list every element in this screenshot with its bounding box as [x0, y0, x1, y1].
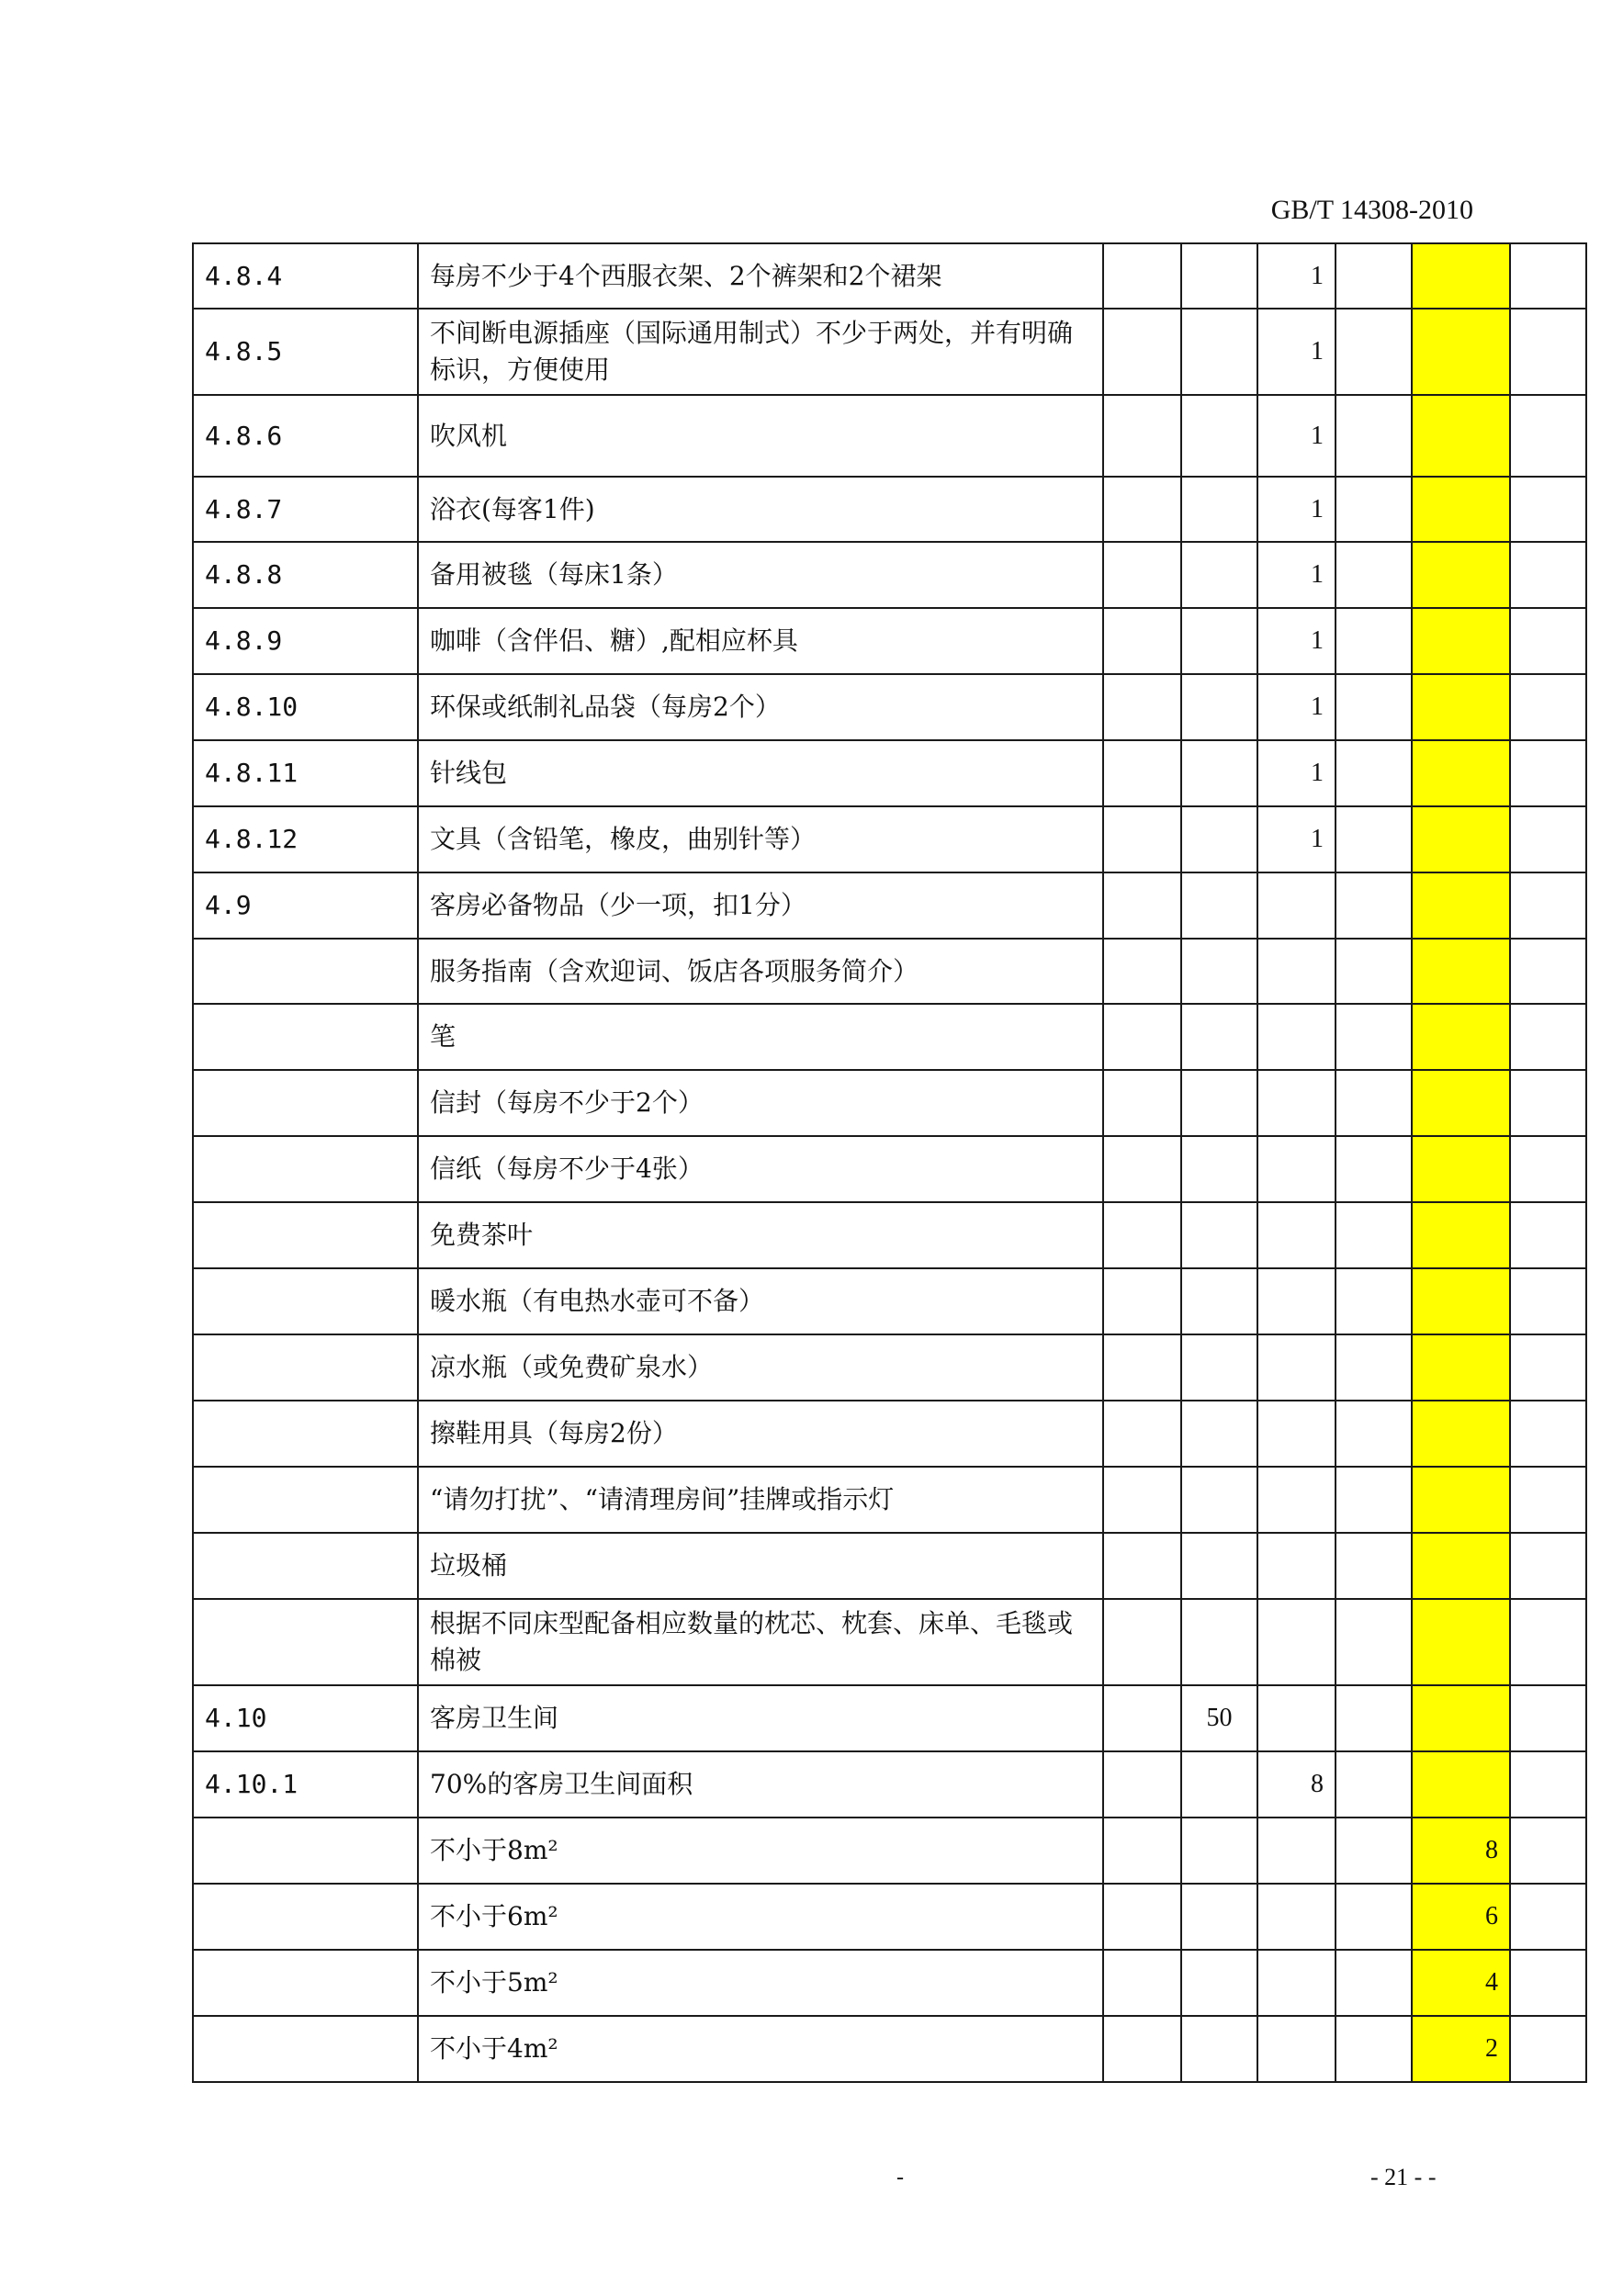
table-row — [193, 395, 1586, 477]
score-cell — [1510, 1599, 1586, 1685]
table-row — [193, 872, 1586, 939]
section-score-cell — [1181, 1599, 1257, 1685]
item-description-cell: 不小于8m² — [418, 1818, 1103, 1884]
clause-number-cell — [193, 1950, 418, 2016]
table-row — [193, 1818, 1586, 1884]
score-cell — [1336, 1685, 1412, 1751]
item-description-cell: 咖啡（含伴侣、糖）,配相应杯具 — [418, 608, 1103, 674]
highlighted-score-cell — [1412, 1599, 1510, 1685]
table-row — [193, 2016, 1586, 2082]
item-score-cell — [1257, 1004, 1336, 1070]
score-cell — [1510, 674, 1586, 740]
highlighted-score-cell — [1412, 674, 1510, 740]
score-cell — [1336, 542, 1412, 608]
item-score-cell — [1257, 1334, 1336, 1401]
item-score-cell — [1257, 872, 1336, 939]
section-score-cell — [1181, 243, 1257, 309]
clause-number-cell — [193, 1467, 418, 1533]
table-row — [193, 1070, 1586, 1136]
highlighted-score-cell — [1412, 740, 1510, 806]
score-cell — [1510, 395, 1586, 477]
item-score-cell — [1257, 1136, 1336, 1202]
highlighted-score-cell — [1412, 1004, 1510, 1070]
highlighted-score-cell: 2 — [1412, 2016, 1510, 2082]
table-row — [193, 1334, 1586, 1401]
score-cell — [1510, 1685, 1586, 1751]
highlighted-score-cell — [1412, 608, 1510, 674]
table-row — [193, 1884, 1586, 1950]
table-row — [193, 608, 1586, 674]
item-description-cell: 不小于5m² — [418, 1950, 1103, 2016]
score-cell — [1510, 2016, 1586, 2082]
clause-number-cell — [193, 1599, 418, 1685]
item-score-cell — [1257, 1599, 1336, 1685]
score-cell — [1103, 1467, 1181, 1533]
score-cell — [1103, 1533, 1181, 1599]
score-cell — [1510, 309, 1586, 395]
table-row — [193, 674, 1586, 740]
clause-number-cell: 4.8.7 — [193, 477, 418, 542]
section-score-cell — [1181, 939, 1257, 1004]
score-cell — [1103, 1136, 1181, 1202]
clause-number-cell: 4.8.9 — [193, 608, 418, 674]
score-cell — [1510, 740, 1586, 806]
item-score-cell — [1257, 1202, 1336, 1268]
item-score-cell: 1 — [1257, 309, 1336, 395]
item-score-cell: 1 — [1257, 395, 1336, 477]
score-cell — [1510, 1818, 1586, 1884]
table-row — [193, 1533, 1586, 1599]
highlighted-score-cell — [1412, 1685, 1510, 1751]
section-score-cell — [1181, 608, 1257, 674]
item-score-cell: 1 — [1257, 674, 1336, 740]
table-row — [193, 243, 1586, 309]
table-row — [193, 1751, 1586, 1818]
section-score-cell: 50 — [1181, 1685, 1257, 1751]
item-description-cell: 垃圾桶 — [418, 1533, 1103, 1599]
score-cell — [1103, 872, 1181, 939]
section-score-cell — [1181, 1950, 1257, 2016]
score-cell — [1103, 740, 1181, 806]
item-description-cell: 不小于6m² — [418, 1884, 1103, 1950]
item-score-cell: 1 — [1257, 806, 1336, 872]
table-row — [193, 477, 1586, 542]
table-row — [193, 1950, 1586, 2016]
item-score-cell — [1257, 1884, 1336, 1950]
highlighted-score-cell — [1412, 806, 1510, 872]
section-score-cell — [1181, 1533, 1257, 1599]
score-cell — [1103, 1202, 1181, 1268]
section-score-cell — [1181, 1070, 1257, 1136]
score-cell — [1510, 1884, 1586, 1950]
item-description-cell: “请勿打扰”、“请清理房间”挂牌或指示灯 — [418, 1467, 1103, 1533]
item-description-cell: 信纸（每房不少于4张） — [418, 1136, 1103, 1202]
score-cell — [1336, 872, 1412, 939]
clause-number-cell: 4.8.10 — [193, 674, 418, 740]
item-score-cell: 1 — [1257, 740, 1336, 806]
clause-number-cell: 4.10 — [193, 1685, 418, 1751]
standard-code: GB/T 14308-2010 — [1270, 195, 1473, 225]
score-cell — [1336, 674, 1412, 740]
item-score-cell: 1 — [1257, 477, 1336, 542]
section-score-cell — [1181, 395, 1257, 477]
highlighted-score-cell — [1412, 1751, 1510, 1818]
score-cell — [1103, 243, 1181, 309]
section-score-cell — [1181, 1268, 1257, 1334]
section-score-cell — [1181, 740, 1257, 806]
section-score-cell — [1181, 1202, 1257, 1268]
section-score-cell — [1181, 1884, 1257, 1950]
item-description-cell: 客房卫生间 — [418, 1685, 1103, 1751]
section-score-cell — [1181, 1818, 1257, 1884]
highlighted-score-cell — [1412, 872, 1510, 939]
score-cell — [1336, 806, 1412, 872]
clause-number-cell — [193, 1268, 418, 1334]
score-cell — [1336, 1884, 1412, 1950]
score-cell — [1103, 674, 1181, 740]
clause-number-cell — [193, 1202, 418, 1268]
clause-number-cell — [193, 1136, 418, 1202]
score-cell — [1103, 1884, 1181, 1950]
score-cell — [1510, 806, 1586, 872]
section-score-cell — [1181, 2016, 1257, 2082]
score-cell — [1103, 1950, 1181, 2016]
table-row — [193, 1685, 1586, 1751]
clause-number-cell — [193, 1533, 418, 1599]
score-cell — [1510, 477, 1586, 542]
item-description-cell: 每房不少于4个西服衣架、2个裤架和2个裙架 — [418, 243, 1103, 309]
table-row — [193, 1401, 1586, 1467]
score-cell — [1510, 1268, 1586, 1334]
score-cell — [1336, 1467, 1412, 1533]
item-description-cell: 服务指南（含欢迎词、饭店各项服务简介） — [418, 939, 1103, 1004]
clause-number-cell: 4.8.8 — [193, 542, 418, 608]
item-description-cell: 不间断电源插座（国际通用制式）不少于两处，并有明确标识，方便使用 — [418, 309, 1103, 395]
table-row — [193, 1467, 1586, 1533]
section-score-cell — [1181, 872, 1257, 939]
score-cell — [1336, 309, 1412, 395]
score-cell — [1103, 939, 1181, 1004]
score-cell — [1336, 1202, 1412, 1268]
clause-number-cell: 4.8.6 — [193, 395, 418, 477]
score-cell — [1336, 395, 1412, 477]
score-cell — [1336, 1599, 1412, 1685]
score-cell — [1103, 806, 1181, 872]
item-score-cell — [1257, 1533, 1336, 1599]
highlighted-score-cell — [1412, 395, 1510, 477]
score-cell — [1103, 1401, 1181, 1467]
score-cell — [1103, 309, 1181, 395]
table-row — [193, 806, 1586, 872]
highlighted-score-cell — [1412, 939, 1510, 1004]
section-score-cell — [1181, 1467, 1257, 1533]
highlighted-score-cell — [1412, 1136, 1510, 1202]
item-description-cell: 文具（含铅笔，橡皮，曲别针等） — [418, 806, 1103, 872]
highlighted-score-cell — [1412, 243, 1510, 309]
item-description-cell: 免费茶叶 — [418, 1202, 1103, 1268]
item-description-cell: 吹风机 — [418, 395, 1103, 477]
score-cell — [1103, 1268, 1181, 1334]
section-score-cell — [1181, 806, 1257, 872]
item-description-cell: 浴衣(每客1件) — [418, 477, 1103, 542]
table-row — [193, 740, 1586, 806]
score-cell — [1336, 1004, 1412, 1070]
item-description-cell: 擦鞋用具（每房2份） — [418, 1401, 1103, 1467]
score-cell — [1336, 740, 1412, 806]
clause-number-cell: 4.9 — [193, 872, 418, 939]
table-row — [193, 1004, 1586, 1070]
item-score-cell — [1257, 1950, 1336, 2016]
section-score-cell — [1181, 674, 1257, 740]
clause-number-cell — [193, 939, 418, 1004]
table-row — [193, 1136, 1586, 1202]
score-cell — [1510, 243, 1586, 309]
scoring-table — [192, 242, 1587, 2083]
item-score-cell — [1257, 1401, 1336, 1467]
item-score-cell: 8 — [1257, 1751, 1336, 1818]
score-cell — [1510, 1334, 1586, 1401]
score-cell — [1510, 1004, 1586, 1070]
table-row — [193, 1599, 1586, 1685]
section-score-cell — [1181, 1136, 1257, 1202]
highlighted-score-cell — [1412, 477, 1510, 542]
score-cell — [1336, 1533, 1412, 1599]
score-cell — [1336, 1334, 1412, 1401]
highlighted-score-cell — [1412, 1268, 1510, 1334]
score-cell — [1510, 1136, 1586, 1202]
clause-number-cell: 4.8.4 — [193, 243, 418, 309]
item-score-cell: 1 — [1257, 608, 1336, 674]
score-cell — [1336, 1751, 1412, 1818]
clause-number-cell: 4.10.1 — [193, 1751, 418, 1818]
item-description-cell: 凉水瓶（或免费矿泉水） — [418, 1334, 1103, 1401]
score-cell — [1103, 477, 1181, 542]
score-cell — [1103, 542, 1181, 608]
item-description-cell: 不小于4m² — [418, 2016, 1103, 2082]
item-description-cell: 笔 — [418, 1004, 1103, 1070]
score-cell — [1103, 395, 1181, 477]
highlighted-score-cell: 8 — [1412, 1818, 1510, 1884]
section-score-cell — [1181, 309, 1257, 395]
highlighted-score-cell — [1412, 1202, 1510, 1268]
page-number: - 21 - - — [1370, 2164, 1437, 2190]
score-cell — [1510, 542, 1586, 608]
section-score-cell — [1181, 1334, 1257, 1401]
section-score-cell — [1181, 1004, 1257, 1070]
clause-number-cell: 4.8.5 — [193, 309, 418, 395]
score-cell — [1510, 1401, 1586, 1467]
footer-dash: - — [896, 2166, 904, 2189]
clause-number-cell — [193, 1818, 418, 1884]
table-row — [193, 1202, 1586, 1268]
section-score-cell — [1181, 1401, 1257, 1467]
item-description-cell: 备用被毯（每床1条） — [418, 542, 1103, 608]
highlighted-score-cell — [1412, 1533, 1510, 1599]
section-score-cell — [1181, 542, 1257, 608]
clause-number-cell — [193, 1070, 418, 1136]
score-cell — [1336, 243, 1412, 309]
item-score-cell: 1 — [1257, 243, 1336, 309]
score-cell — [1336, 608, 1412, 674]
score-cell — [1103, 1818, 1181, 1884]
table-row — [193, 939, 1586, 1004]
highlighted-score-cell: 6 — [1412, 1884, 1510, 1950]
clause-number-cell: 4.8.12 — [193, 806, 418, 872]
score-cell — [1103, 1751, 1181, 1818]
item-description-cell: 70%的客房卫生间面积 — [418, 1751, 1103, 1818]
score-cell — [1510, 939, 1586, 1004]
item-score-cell: 1 — [1257, 542, 1336, 608]
score-cell — [1336, 1136, 1412, 1202]
score-cell — [1103, 1070, 1181, 1136]
score-cell — [1336, 1268, 1412, 1334]
clause-number-cell — [193, 1401, 418, 1467]
highlighted-score-cell — [1412, 309, 1510, 395]
score-cell — [1103, 2016, 1181, 2082]
item-description-cell: 环保或纸制礼品袋（每房2个） — [418, 674, 1103, 740]
highlighted-score-cell — [1412, 1070, 1510, 1136]
clause-number-cell — [193, 1004, 418, 1070]
item-score-cell — [1257, 1818, 1336, 1884]
score-cell — [1510, 1533, 1586, 1599]
score-cell — [1336, 477, 1412, 542]
score-cell — [1510, 608, 1586, 674]
highlighted-score-cell — [1412, 1401, 1510, 1467]
table-row — [193, 542, 1586, 608]
highlighted-score-cell — [1412, 542, 1510, 608]
item-description-cell: 信封（每房不少于2个） — [418, 1070, 1103, 1136]
table-row — [193, 1268, 1586, 1334]
score-cell — [1103, 1004, 1181, 1070]
highlighted-score-cell — [1412, 1467, 1510, 1533]
item-score-cell — [1257, 1685, 1336, 1751]
score-cell — [1510, 1202, 1586, 1268]
score-cell — [1103, 1334, 1181, 1401]
clause-number-cell: 4.8.11 — [193, 740, 418, 806]
score-cell — [1336, 1950, 1412, 2016]
item-score-cell — [1257, 1070, 1336, 1136]
clause-number-cell — [193, 1884, 418, 1950]
highlighted-score-cell — [1412, 1334, 1510, 1401]
item-description-cell: 针线包 — [418, 740, 1103, 806]
item-score-cell — [1257, 2016, 1336, 2082]
clause-number-cell — [193, 2016, 418, 2082]
item-description-cell: 暖水瓶（有电热水壶可不备） — [418, 1268, 1103, 1334]
clause-number-cell — [193, 1334, 418, 1401]
item-score-cell — [1257, 939, 1336, 1004]
score-cell — [1103, 608, 1181, 674]
score-cell — [1336, 2016, 1412, 2082]
score-cell — [1103, 1599, 1181, 1685]
item-description-cell: 根据不同床型配备相应数量的枕芯、枕套、床单、毛毯或棉被 — [418, 1599, 1103, 1685]
score-cell — [1336, 1070, 1412, 1136]
section-score-cell — [1181, 477, 1257, 542]
score-cell — [1336, 1818, 1412, 1884]
score-cell — [1510, 1751, 1586, 1818]
highlighted-score-cell: 4 — [1412, 1950, 1510, 2016]
item-score-cell — [1257, 1467, 1336, 1533]
score-cell — [1510, 1950, 1586, 2016]
score-cell — [1336, 939, 1412, 1004]
item-description-cell: 客房必备物品（少一项，扣1分） — [418, 872, 1103, 939]
score-cell — [1103, 1685, 1181, 1751]
section-score-cell — [1181, 1751, 1257, 1818]
score-cell — [1510, 1070, 1586, 1136]
score-cell — [1510, 872, 1586, 939]
table-row — [193, 309, 1586, 395]
score-cell — [1336, 1401, 1412, 1467]
item-score-cell — [1257, 1268, 1336, 1334]
score-cell — [1510, 1467, 1586, 1533]
